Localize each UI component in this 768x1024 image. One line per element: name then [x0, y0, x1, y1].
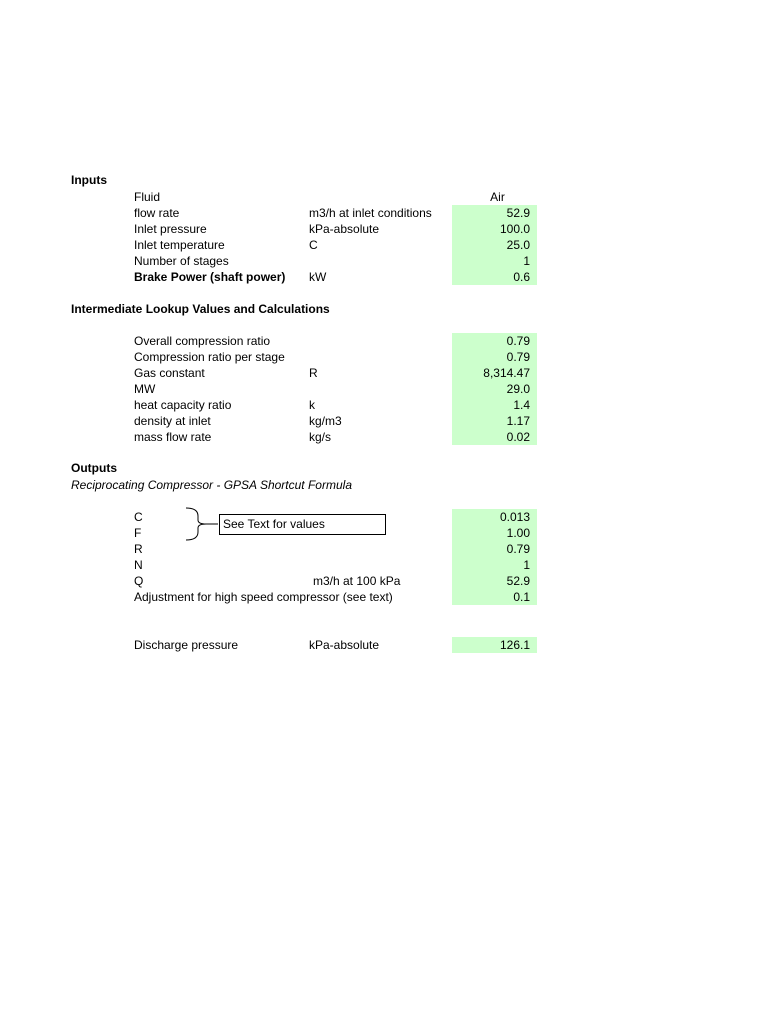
overall-compression-ratio-value[interactable]: 0.79 — [452, 333, 537, 349]
heat-capacity-ratio-label: heat capacity ratio — [134, 398, 232, 412]
c-label: C — [134, 510, 143, 524]
discharge-pressure-label: Discharge pressure — [134, 638, 239, 652]
n-value[interactable]: 1 — [452, 557, 537, 573]
heat-capacity-ratio-unit: k — [309, 398, 315, 412]
overall-compression-ratio-label: Overall compression ratio — [134, 334, 271, 348]
fluid-value[interactable]: Air — [490, 190, 505, 204]
curly-brace-icon — [184, 506, 218, 542]
brake-power-label: Brake Power (shaft power) — [134, 270, 286, 284]
density-at-inlet-value[interactable]: 1.17 — [452, 413, 537, 429]
inlet-temperature-unit: C — [309, 238, 318, 252]
gas-constant-unit: R — [309, 366, 318, 380]
fluid-label: Fluid — [134, 190, 161, 204]
flow-rate-value[interactable]: 52.9 — [452, 205, 537, 221]
gas-constant-label: Gas constant — [134, 366, 205, 380]
mw-value[interactable]: 29.0 — [452, 381, 537, 397]
r-label: R — [134, 542, 143, 556]
density-at-inlet-label: density at inlet — [134, 414, 211, 428]
density-at-inlet-unit: kg/m3 — [309, 414, 342, 428]
discharge-pressure-unit: kPa-absolute — [309, 638, 380, 652]
number-of-stages-label: Number of stages — [134, 254, 229, 268]
r-value[interactable]: 0.79 — [452, 541, 537, 557]
flow-rate-label: flow rate — [134, 206, 180, 220]
high-speed-adjustment-label: Adjustment for high speed compressor (see text) — [134, 590, 393, 604]
heat-capacity-ratio-value[interactable]: 1.4 — [452, 397, 537, 413]
mw-label: MW — [134, 382, 156, 396]
number-of-stages-value[interactable]: 1 — [452, 253, 537, 269]
inlet-temperature-label: Inlet temperature — [134, 238, 225, 252]
c-value[interactable]: 0.013 — [452, 509, 537, 525]
outputs-heading: Outputs — [71, 461, 117, 475]
high-speed-adjustment-value[interactable]: 0.1 — [452, 589, 537, 605]
discharge-pressure-value[interactable]: 126.1 — [452, 637, 537, 653]
see-text-note-box: See Text for values — [219, 514, 386, 535]
q-unit: m3/h at 100 kPa — [313, 574, 401, 588]
intermediate-heading: Intermediate Lookup Values and Calculations — [71, 302, 330, 316]
outputs-subtitle: Reciprocating Compressor - GPSA Shortcut Formula — [71, 478, 352, 492]
inputs-heading: Inputs — [71, 173, 107, 187]
gas-constant-value[interactable]: 8,314.47 — [452, 365, 537, 381]
q-value[interactable]: 52.9 — [452, 573, 537, 589]
flow-rate-unit: m3/h at inlet conditions — [309, 206, 432, 220]
mass-flow-rate-label: mass flow rate — [134, 430, 212, 444]
q-label: Q — [134, 574, 144, 588]
brake-power-value[interactable]: 0.6 — [452, 269, 537, 285]
mass-flow-rate-value[interactable]: 0.02 — [452, 429, 537, 445]
compression-ratio-per-stage-label: Compression ratio per stage — [134, 350, 285, 364]
compression-ratio-per-stage-value[interactable]: 0.79 — [452, 349, 537, 365]
inlet-pressure-unit: kPa-absolute — [309, 222, 380, 236]
inlet-pressure-value[interactable]: 100.0 — [452, 221, 537, 237]
brake-power-unit: kW — [309, 270, 327, 284]
f-value[interactable]: 1.00 — [452, 525, 537, 541]
inlet-temperature-value[interactable]: 25.0 — [452, 237, 537, 253]
n-label: N — [134, 558, 143, 572]
inlet-pressure-label: Inlet pressure — [134, 222, 207, 236]
f-label: F — [134, 526, 142, 540]
mass-flow-rate-unit: kg/s — [309, 430, 332, 444]
